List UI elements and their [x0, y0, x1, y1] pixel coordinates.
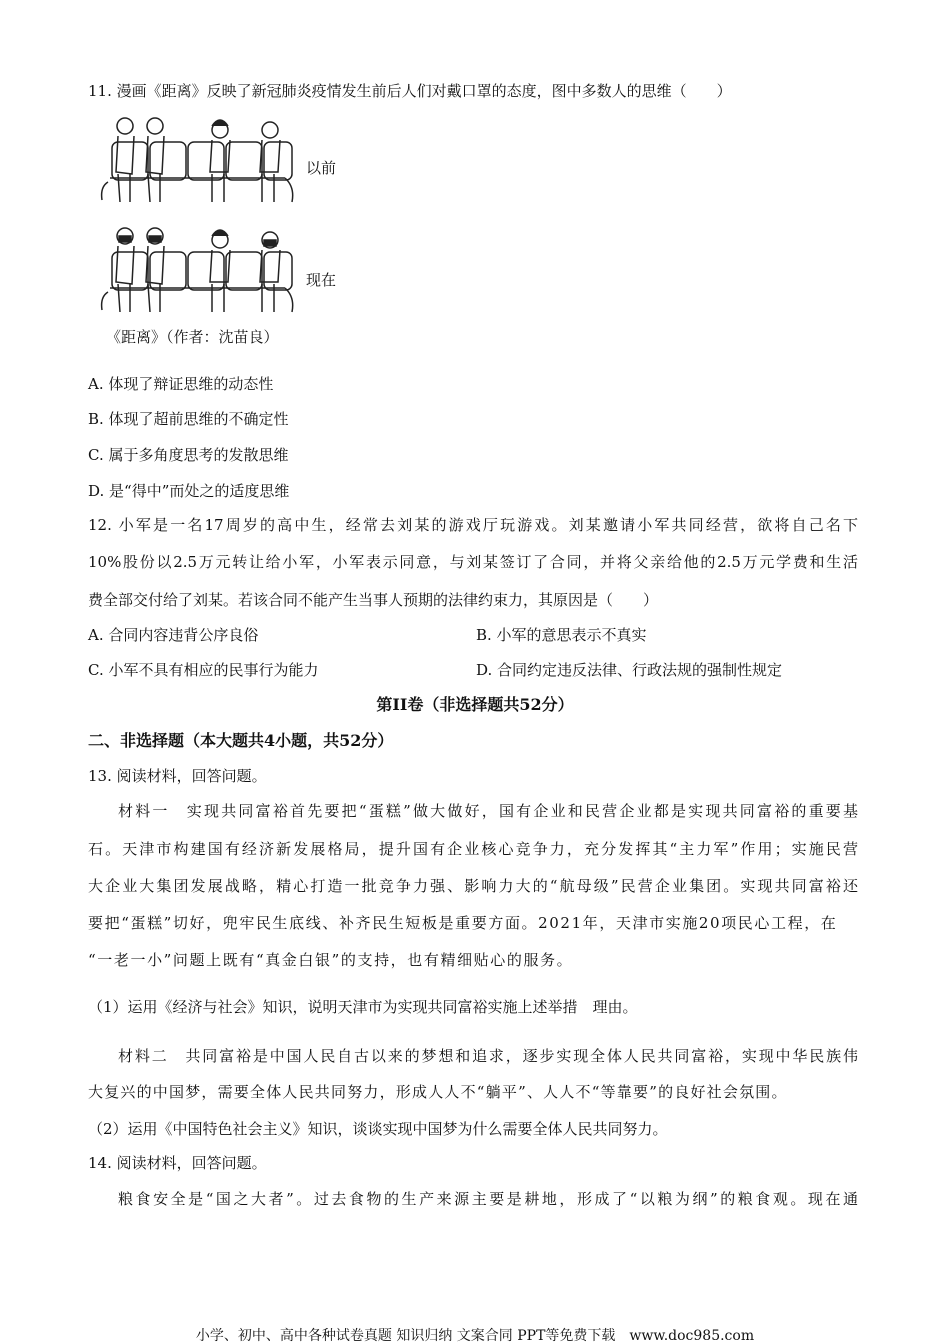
q13-stem: 13. 阅读材料，回答问题。 — [88, 767, 267, 785]
comic-now-image — [100, 222, 300, 318]
material2-line: 材料二 共同富裕是中国人民自古以来的梦想和追求，逐步实现全体人民共同富裕，实现中华民族伟 — [118, 1047, 858, 1065]
q12-line: 费全部交付给了刘某。若该合同不能产生当事人预期的法律约束力，其原因是（ ） — [88, 591, 659, 609]
q11-option-c: C. 属于多角度思考的发散思维 — [88, 446, 289, 464]
q12-option-d: D. 合同约定违反法律、行政法规的强制性规定 — [476, 661, 783, 679]
q14-stem: 14. 阅读材料，回答问题。 — [88, 1154, 267, 1172]
q13-sub1: （1）运用《经济与社会》知识，说明天津市为实现共同富裕实施上述举措 理由。 — [88, 998, 638, 1016]
material1-line: 大企业大集团发展战略，精心打造一批竞争力强、影响力大的“航母级”民营企业集团。实现共同富裕还 — [88, 877, 858, 895]
q12-line: 10%股份以2.5万元转让给小军，小军表示同意，与刘某签订了合同，并将父亲给他的2.5万元学费和生活 — [88, 553, 858, 571]
q12-line: 12. 小军是一名17周岁的高中生，经常去刘某的游戏厅玩游戏。刘某邀请小军共同经营，欲将自己名下 — [88, 516, 858, 534]
q12-option-a: A. 合同内容违背公序良俗 — [88, 626, 259, 644]
comic-before-image — [100, 112, 300, 208]
part-heading: 二、非选择题（本大题共4小题，共52分） — [88, 731, 394, 750]
q12-option-b: B. 小军的意思表示不真实 — [476, 626, 647, 644]
q11-option-d: D. 是“得中”而处之的适度思维 — [88, 482, 290, 500]
footer-text: 小学、初中、高中各种试卷真题 知识归纳 文案合同 PPT等免费下载 www.doc985.com — [195, 1328, 755, 1344]
comic-caption: 《距离》（作者：沈苗良） — [106, 328, 279, 346]
material1-line: 要把“蛋糕”切好，兜牢民生底线、补齐民生短板是重要方面。2021年，天津市实施20项民心工程，在 — [88, 914, 838, 932]
q12-option-c: C. 小军不具有相应的民事行为能力 — [88, 661, 319, 679]
section-title: 第II卷（非选择题共52分） — [376, 695, 574, 714]
q11-option-b: B. 体现了超前思维的不确定性 — [88, 410, 289, 428]
material1-line: 材料一 实现共同富裕首先要把“蛋糕”做大做好，国有企业和民营企业都是实现共同富裕的重要基 — [118, 802, 858, 820]
material1-line: 石。天津市构建国有经济新发展格局，提升国有企业核心竞争力，充分发挥其“主力军”作用；实施民营 — [88, 840, 858, 858]
material2-line: 大复兴的中国梦，需要全体人民共同努力，形成人人不“躺平”、人人不“等靠要”的良好社会氛围。 — [88, 1083, 788, 1101]
q13-sub2: （2）运用《中国特色社会主义》知识，谈谈实现中国梦为什么需要全体人民共同努力。 — [88, 1120, 668, 1138]
label-now: 现在 — [306, 271, 337, 289]
q11-stem: 11. 漫画《距离》反映了新冠肺炎疫情发生前后人们对戴口罩的态度，图中多数人的思维（ ） — [88, 82, 732, 100]
label-before: 以前 — [306, 159, 337, 177]
q11-option-a: A. 体现了辩证思维的动态性 — [88, 375, 274, 393]
material1-line: “一老一小”问题上既有“真金白银”的支持，也有精细贴心的服务。 — [88, 951, 574, 969]
q14-line: 粮食安全是“国之大者”。过去食物的生产来源主要是耕地，形成了“以粮为纲”的粮食观。现在通 — [118, 1190, 858, 1208]
